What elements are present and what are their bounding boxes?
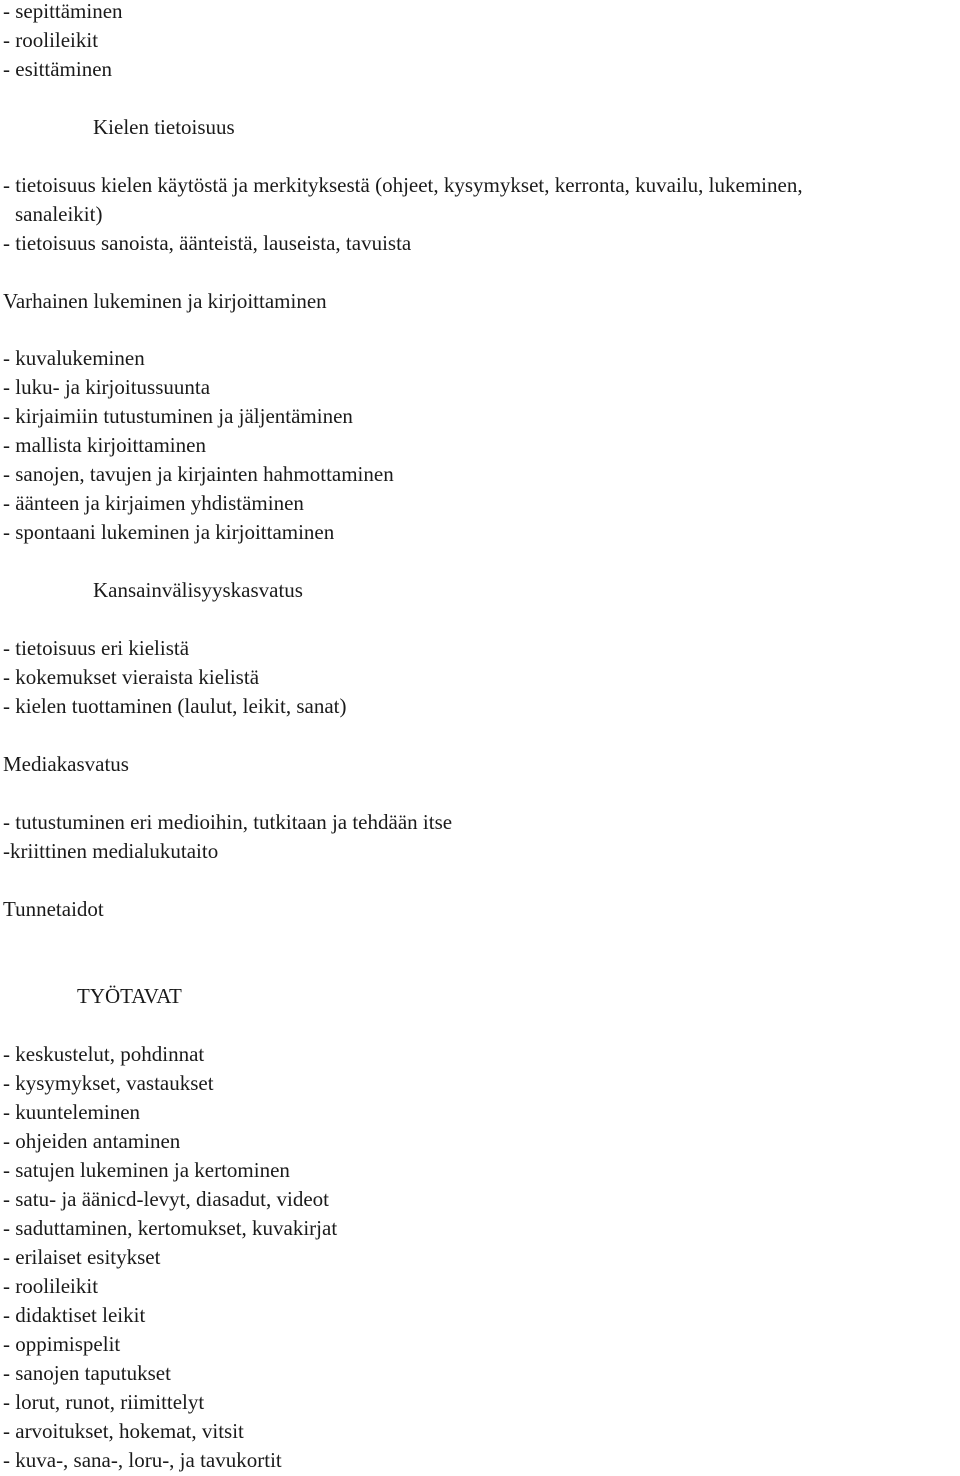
list-item: - roolileikit (3, 1274, 99, 1298)
list-item: - saduttaminen, kertomukset, kuvakirjat (3, 1216, 338, 1240)
list-item: - satujen lukeminen ja kertominen (3, 1158, 290, 1182)
list-item: - luku- ja kirjoitussuunta (3, 375, 211, 399)
list-item: - esittäminen (3, 57, 113, 81)
list-item: - tutustuminen eri medioihin, tutkitaan ja tehdään itse (3, 810, 453, 834)
list-item: - kirjaimiin tutustuminen ja jäljentäminen (3, 404, 353, 428)
list-item: - kielen tuottaminen (laulut, leikit, sanat) (3, 694, 347, 718)
section-heading: Kielen tietoisuus (93, 115, 235, 139)
list-item: - spontaani lukeminen ja kirjoittaminen (3, 520, 335, 544)
list-item-continuation: sanaleikit) (15, 202, 103, 226)
section-heading: Mediakasvatus (3, 752, 129, 776)
list-item: - tietoisuus kielen käytöstä ja merkityksestä (ohjeet, kysymykset, kerronta, kuvailu, lukeminen, (3, 173, 803, 197)
section-heading: Tunnetaidot (3, 897, 104, 921)
list-item: - mallista kirjoittaminen (3, 433, 206, 457)
list-item: - kuvalukeminen (3, 346, 145, 370)
section-heading: Kansainvälisyyskasvatus (93, 578, 303, 602)
list-item: - oppimispelit (3, 1332, 121, 1356)
list-item: - tietoisuus sanoista, äänteistä, lauseista, tavuista (3, 231, 412, 255)
list-item: - sanojen, tavujen ja kirjainten hahmottaminen (3, 462, 394, 486)
list-item: - didaktiset leikit (3, 1303, 146, 1327)
list-item: - kuva-, sana-, loru-, ja tavukortit (3, 1448, 282, 1472)
list-item: - sepittäminen (3, 0, 123, 23)
list-item: - satu- ja äänicd-levyt, diasadut, videot (3, 1187, 329, 1211)
list-item: - ohjeiden antaminen (3, 1129, 181, 1153)
section-heading: TYÖTAVAT (77, 984, 182, 1008)
list-item: - lorut, runot, riimittelyt (3, 1390, 205, 1414)
list-item: - sanojen taputukset (3, 1361, 171, 1385)
list-item: -kriittinen medialukutaito (3, 839, 219, 863)
list-item: - arvoitukset, hokemat, vitsit (3, 1419, 244, 1443)
list-item: - kuunteleminen (3, 1100, 141, 1124)
list-item: - keskustelut, pohdinnat (3, 1042, 205, 1066)
list-item: - kysymykset, vastaukset (3, 1071, 214, 1095)
list-item: - tietoisuus eri kielistä (3, 636, 190, 660)
list-item: - erilaiset esitykset (3, 1245, 161, 1269)
list-item: - roolileikit (3, 28, 99, 52)
list-item: - äänteen ja kirjaimen yhdistäminen (3, 491, 304, 515)
list-item: - kokemukset vieraista kielistä (3, 665, 260, 689)
section-heading: Varhainen lukeminen ja kirjoittaminen (3, 289, 327, 313)
